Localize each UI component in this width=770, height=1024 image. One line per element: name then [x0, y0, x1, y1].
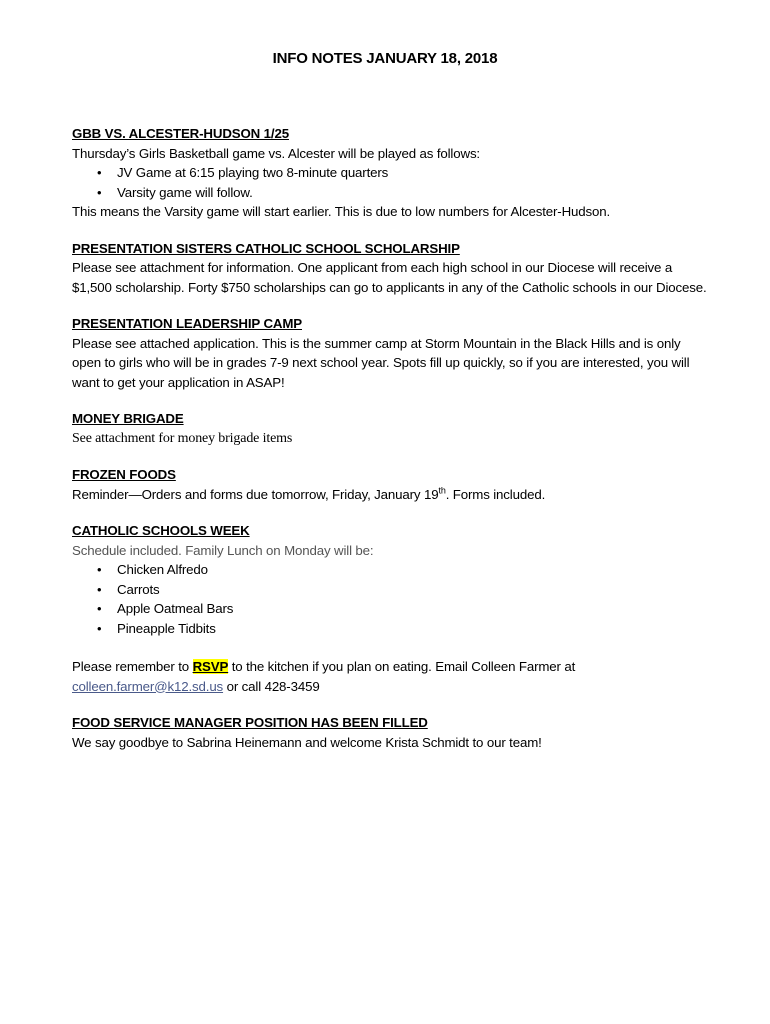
bullet-list: [72, 560, 712, 638]
rsvp-reminder: [72, 657, 712, 696]
section-catholic-schools-week: [72, 521, 712, 696]
section-text: We say goodbye to Sabrina Heinemann and welcome Krista Schmidt to our team!: [72, 734, 542, 750]
section-text: [72, 485, 712, 505]
list-item: • Apple Oatmeal Bars: [117, 599, 712, 619]
section-heading: MONEY BRIGADE: [72, 411, 184, 426]
section-heading: PRESENTATION LEADERSHIP CAMP: [72, 316, 302, 331]
section-heading: GBB VS. ALCESTER-HUDSON 1/25: [72, 126, 289, 141]
section-heading: FOOD SERVICE MANAGER POSITION HAS BEEN FILLED: [72, 715, 428, 730]
page-title: INFO NOTES JANUARY 18, 2018: [272, 50, 498, 67]
section-heading: PRESENTATION SISTERS CATHOLIC SCHOOL SCHOLARSHIP: [72, 240, 460, 256]
list-item: • JV Game at 6:15 playing two 8-minute quarters: [117, 163, 712, 183]
list-item: • Chicken Alfredo: [117, 560, 712, 580]
section-food-service: [72, 713, 712, 752]
ordinal-suffix: th: [438, 485, 446, 496]
reminder-text: Please remember to: [72, 659, 193, 674]
section-frozen-foods: [72, 465, 712, 504]
rsvp-highlight: RSVP: [192, 659, 229, 674]
frozen-text-end: . Forms included.: [445, 486, 546, 502]
list-item: • Carrots: [117, 580, 712, 600]
reminder-text: to the kitchen if you plan on eating. Email Colleen Farmer at: [228, 659, 576, 674]
section-scholarship: [72, 239, 712, 298]
section-heading: CATHOLIC SCHOOLS WEEK: [72, 523, 250, 538]
phone-text: or call 428-3459: [223, 678, 320, 694]
section-text: Schedule included. Family Lunch on Monday will be:: [72, 542, 374, 558]
section-text: Please see attached application. This is the summer camp at Storm Mountain in the Black Hills and is only open to girls who will be in grades 7-9 next school year. Spots fill up quickly, so if you are interested, you will want to get your application in ASAP!: [72, 335, 690, 390]
frozen-text-start: Reminder—Orders and forms due tomorrow, Friday, January 19: [72, 486, 439, 502]
section-gbb: [72, 124, 712, 222]
email-link[interactable]: colleen.farmer@k12.sd.us: [72, 678, 224, 694]
document-body: [72, 124, 712, 769]
section-text: Please see attachment for information. One applicant from each high school in our Diocese will receive a $1,500 scholarship. Forty $750 scholarships can go to applicants in any of the Catholic schools in our Diocese.: [72, 260, 707, 295]
list-item: • Varsity game will follow.: [117, 183, 712, 203]
bullet-list: [72, 163, 712, 202]
section-money-brigade: [72, 409, 712, 448]
section-heading: FROZEN FOODS: [72, 467, 176, 482]
list-item: • Pineapple Tidbits: [117, 619, 712, 639]
section-text: See attachment for money brigade items: [72, 430, 293, 446]
section-leadership-camp: [72, 314, 712, 392]
section-text: This means the Varsity game will start earlier. This is due to low numbers for Alcester-Hudson.: [72, 204, 611, 219]
section-text: Thursday’s Girls Basketball game vs. Alcester will be played as follows:: [72, 145, 480, 161]
